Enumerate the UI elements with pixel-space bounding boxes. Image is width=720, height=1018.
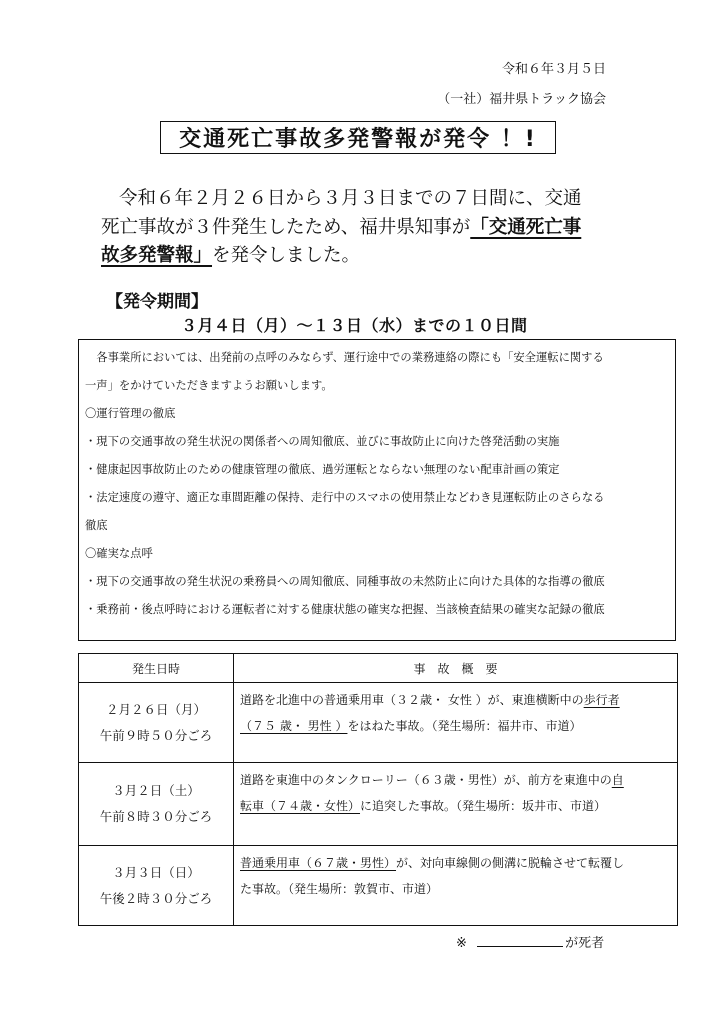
table-header-row — [79, 654, 678, 683]
column-header-summary: 事 故 概 要 — [234, 654, 678, 683]
incident-time: 午後２時３０分ごろ — [99, 890, 213, 906]
summary-text: た事故。（発生場所：敦賀市、市道） — [240, 882, 439, 896]
summary-text: 道路を北進中の普通乗用車（３２歳・ 女性 ）が、東進横断中の — [240, 693, 584, 707]
warning-name-cont: 故多発警報」 — [101, 245, 213, 266]
notice-line: 〇確実な点呼 — [85, 547, 153, 560]
table-row — [79, 763, 678, 846]
incident-date: ３月３日（日） — [112, 864, 200, 880]
incident-summary — [234, 763, 678, 846]
incident-datetime — [79, 846, 234, 926]
period-text: ３月４日（月）～１３日（水）までの１０日間 — [181, 316, 528, 335]
intro-paragraph — [101, 185, 621, 271]
victim-text: 歩行者 — [583, 693, 620, 707]
victim-text: 転車（７４歳・女性） — [240, 799, 361, 813]
incident-summary — [234, 683, 678, 763]
incident-summary — [234, 846, 678, 926]
notice-line: ・現下の交通事故の発生状況の乗務員への周知徹底、同種事故の未然防止に向けた具体的な指導の徹底 — [85, 575, 605, 588]
table-row — [79, 683, 678, 763]
page-title: 交通死亡事故多発警報が発令 ！! — [160, 121, 556, 154]
note-mark: ※ — [456, 936, 467, 951]
incident-datetime — [79, 683, 234, 763]
incident-date: ３月２日（土） — [112, 783, 200, 798]
incident-date: ２月２６日（月） — [105, 701, 206, 717]
summary-text: が、対向車線側の側溝に脱輪させて転覆し — [396, 856, 625, 870]
intro-line-2 — [101, 214, 621, 243]
period-heading: 【発令期間】 — [106, 292, 208, 312]
intro-text-end: を発令しました。 — [212, 245, 361, 266]
intro-line-3 — [101, 242, 621, 271]
victim-text: 自 — [611, 773, 624, 787]
footer-note — [456, 932, 604, 951]
incident-table — [78, 653, 678, 926]
warning-name: 「交通死亡事 — [470, 216, 582, 238]
summary-text: 道路を東進中のタンクローリー（６３歳・男性）が、前方を東進中の — [240, 773, 612, 787]
note-text: が死者 — [565, 936, 605, 951]
victim-text: （７５ 歳・ 男性 ） — [240, 719, 348, 733]
notice-box — [78, 339, 676, 641]
summary-text: をはねた事故。（発生場所：福井市、市道） — [347, 719, 582, 733]
intro-text: 死亡事故が３件発生したため、福井県知事が — [101, 216, 471, 238]
victim-text: 普通乗用車（６７歳・男性） — [240, 856, 397, 870]
table-row — [79, 846, 678, 926]
summary-text: に追突した事故。（発生場所：坂井市、市道） — [360, 799, 607, 813]
intro-line-1: 令和６年２月２６日から３月３日までの７日間に、交通 — [119, 188, 582, 209]
document-date: 令和６年３月５日 — [501, 62, 606, 77]
notice-line: 〇運行管理の徹底 — [85, 407, 176, 420]
notice-line: ・法定速度の遵守、適正な車間距離の保持、走行中のスマホの使用禁止などわき見運転防止のさらなる — [85, 491, 605, 504]
incident-time: 午前９時５０分ごろ — [99, 727, 213, 743]
notice-line: ・乗務前・後点呼時における運転者に対する健康状態の確実な把握、当該検査結果の確実な記録の徹底 — [85, 603, 605, 616]
notice-line: 徹底 — [85, 519, 108, 532]
organization-name: （一社）福井県トラック協会 — [437, 92, 606, 107]
incident-time: 午前８時３０分ごろ — [99, 809, 213, 824]
notice-line: ・現下の交通事故の発生状況の関係者への周知徹底、並びに事故防止に向けた啓発活動の実施 — [85, 435, 560, 448]
column-header-datetime: 発生日時 — [79, 654, 234, 683]
notice-line: 一声」をかけていただきますようお願いします。 — [85, 379, 333, 392]
incident-datetime — [79, 763, 234, 846]
underline-legend-sample — [477, 934, 563, 947]
notice-line: ・健康起因事故防止のための健康管理の徹底、過労運転とならない無理のない配車計画の策定 — [85, 463, 560, 476]
notice-line: 各事業所においては、出発前の点呼のみならず、運行途中での業務連絡の際にも「安全運転に関する — [85, 351, 604, 364]
